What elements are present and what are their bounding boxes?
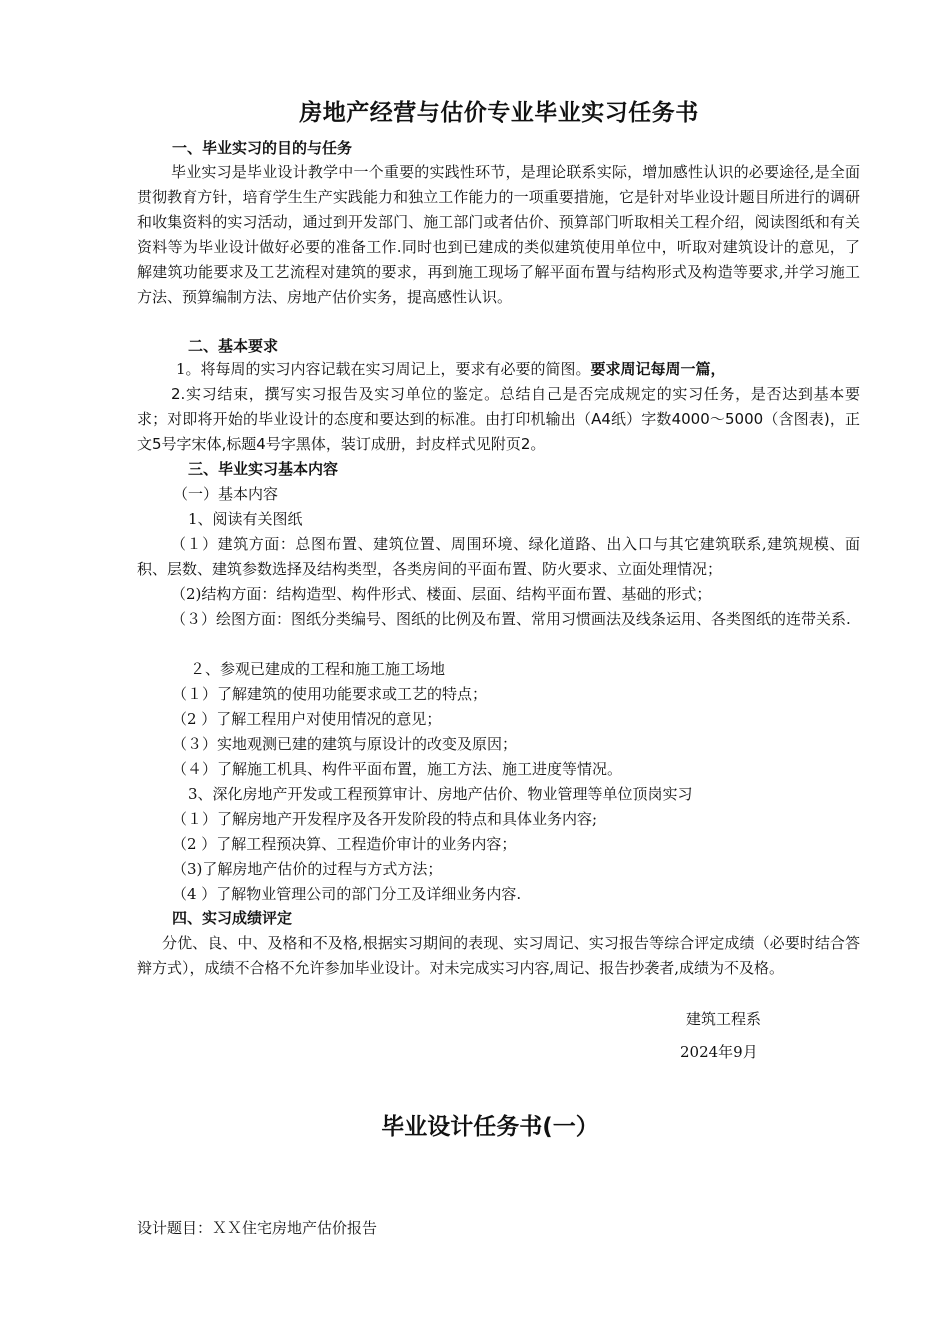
section-2-heading: 二、基本要求 xyxy=(188,337,279,355)
requirement-1 xyxy=(176,357,726,382)
section-1-body: 毕业实习是毕业设计教学中一个重要的实践性环节，是理论联系实际，增加感性认识的必要途径,是全面贯彻教育方针，培育学生生产实践能力和独立工作能力的一项重要措施，它是针对毕业设计题目所进行的调研和收集资料的实习活动，通过到开发部门、施工部门或者估价、预算部门听取相关工程介绍，阅读图纸和有关资料等为毕业设计做好必要的准备工作.同时也到已建成的类似建筑使用单位中，听取对建筑设计的意见，了解建筑功能要求及工艺流程对建筑的要求，再到施工现场了解平面布置与结构形式及构造等要求,并学习施工方法、预算编制方法、房地产估价实务，提高感性认识。 xyxy=(137,163,860,306)
requirement-2: 2.实习结束，撰写实习报告及实习单位的鉴定。总结自己是否完成规定的实习任务，是否达到基本要求；对即将开始的毕业设计的态度和要达到的标准。由打印机输出（A4纸）字数4000～5000（含图表)，正文5号字宋体,标题4号字黑体，装订成册，封皮样式见附页2。 xyxy=(137,385,860,453)
read-drawings-heading: 1、阅读有关图纸 xyxy=(188,510,303,528)
internship-item-4: （4 ）了解物业管理公司的部门分工及详细业务内容. xyxy=(172,885,522,903)
visit-item-1: （１）了解建筑的使用功能要求或工艺的特点； xyxy=(172,685,488,703)
signature-date: 2024年9月 xyxy=(680,1043,758,1061)
visit-item-2: （2 ）了解工程用户对使用情况的意见； xyxy=(172,710,442,728)
section-1-heading: 一、毕业实习的目的与任务 xyxy=(172,139,353,157)
requirement-1-bold: 要求周记每周一篇， xyxy=(590,360,726,378)
read-item-2: （2)结构方面：结构造型、构件形式、楼面、层面、结构平面布置、基础的形式； xyxy=(171,585,712,603)
design-topic: 设计题目：ＸＸ住宅房地产估价报告 xyxy=(137,1219,378,1237)
internship-heading: 3、深化房地产开发或工程预算审计、房地产估价、物业管理等单位顶岗实习 xyxy=(188,785,693,803)
design-task-title: 毕业设计任务书(一） xyxy=(381,1114,599,1140)
read-item-1: （１）建筑方面：总图布置、建筑位置、周围环境、绿化道路、出入口与其它建筑联系,建筑规模、面积、层数、建筑参数选择及结构类型，各类房间的平面布置、防火要求、立面处理情况； xyxy=(137,535,860,578)
page-title: 房地产经营与估价专业毕业实习任务书 xyxy=(299,100,699,126)
section-3-heading: 三、毕业实习基本内容 xyxy=(188,460,339,478)
internship-item-3: （3)了解房地产估价的过程与方式方法； xyxy=(172,860,443,878)
requirement-1-text: 1。将每周的实习内容记载在实习周记上，要求有必要的简图。 xyxy=(176,360,591,378)
visit-heading: ２、参观已建成的工程和施工施工场地 xyxy=(190,660,446,678)
section-4-heading: 四、实习成绩评定 xyxy=(172,909,293,927)
read-item-3: （３）绘图方面：图纸分类编号、图纸的比例及布置、常用习惯画法及线条运用、各类图纸的连带关系. xyxy=(171,610,851,628)
internship-item-1: （１）了解房地产开发程序及各开发阶段的特点和具体业务内容; xyxy=(172,810,598,828)
department-signature: 建筑工程系 xyxy=(686,1010,762,1028)
section-4-body: 分优、良、中、及格和不及格,根据实习期间的表现、实习周记、实习报告等综合评定成绩（必要时结合答辩方式），成绩不合格不允许参加毕业设计。对未完成实习内容,周记、报告抄袭者,成绩为不及格。 xyxy=(137,934,860,977)
basic-content-heading: （一）基本内容 xyxy=(173,485,279,503)
visit-item-4: （４）了解施工机具、构件平面布置，施工方法、施工进度等情况。 xyxy=(172,760,623,778)
internship-item-2: （2 ）了解工程预决算、工程造价审计的业务内容； xyxy=(172,835,517,853)
visit-item-3: （３）实地观测已建的建筑与原设计的改变及原因； xyxy=(172,735,518,753)
